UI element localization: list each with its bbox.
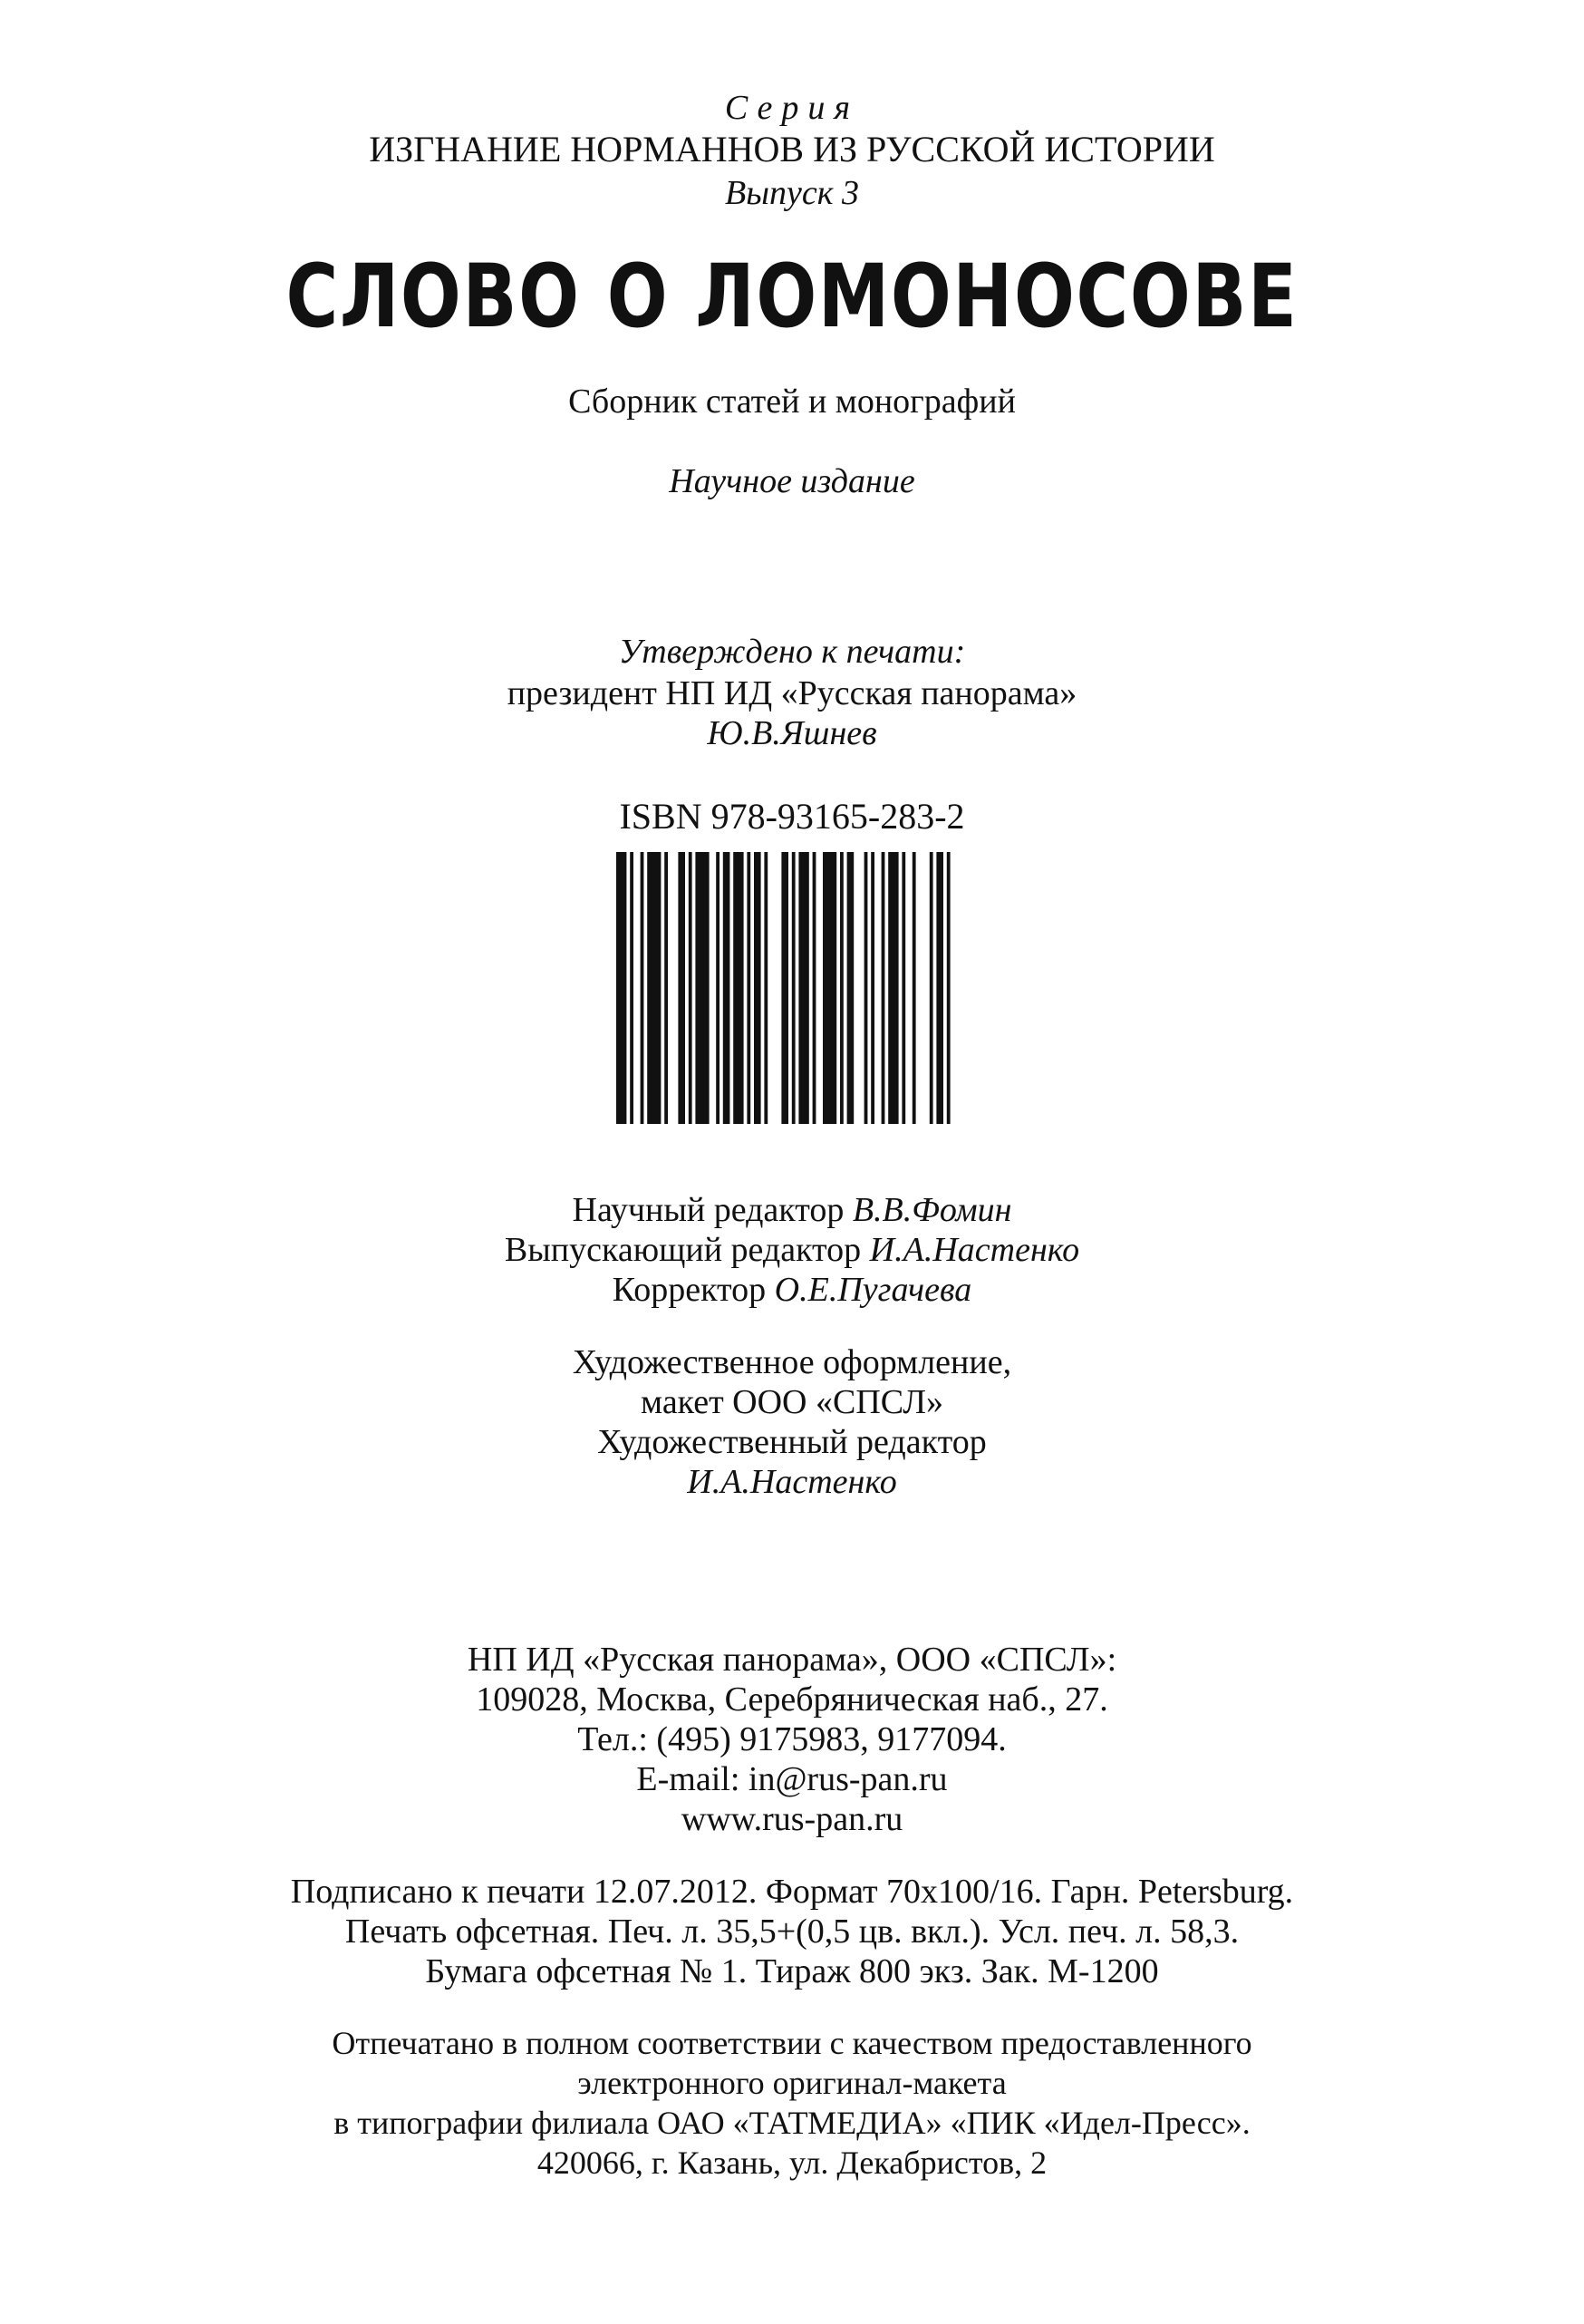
printer-line-2: электронного оригинал-макета [577,2065,1007,2101]
barcode-graphic [616,852,961,1124]
print-info-line-1: Подписано к печати 12.07.2012. Формат 70x100/16. Гарн. Petersburg. [290,1873,1294,1911]
barcode-bar [647,852,661,1124]
approval-name: Ю.В.Яшнев [707,714,877,752]
barcode-bar [723,852,730,1124]
printer-line-1: Отпечатано в полном соответствии с качеством предоставленного [332,2025,1252,2061]
barcode-bar [864,852,868,1124]
barcode-bar [716,852,720,1124]
isbn-text: ISBN 978-93165-283-2 [619,796,965,837]
barcode-bar [936,852,943,1124]
barcode-bar [840,852,844,1124]
barcode-bar [733,852,743,1124]
design-line-1: Художественное оформление, [572,1343,1012,1381]
book-subtitle: Сборник статей и монографий [568,382,1016,421]
barcode-bar [813,852,816,1124]
proofreader [0,1269,1584,1311]
publisher-address: 109028, Москва, Серебряническая наб., 27. [476,1680,1108,1719]
barcode-bar [847,852,855,1124]
printer-line-3: в типографии филиала ОАО «ТАТМЕДИА» «ПИК «Идел-Пресс». [333,2105,1251,2141]
publisher-phone: Тел.: (495) 9175983, 9177094. [577,1720,1007,1758]
scientific-editor-role: Научный редактор [572,1191,845,1229]
barcode-bar [754,852,761,1124]
managing-editor [0,1229,1584,1271]
barcode-bar [823,852,836,1124]
approval-label: Утверждено к печати: [618,633,966,671]
publisher-website: www.rus-pan.ru [681,1800,903,1838]
series-title: ИЗГНАНИЕ НОРМАННОВ ИЗ РУССКОЙ ИСТОРИИ [369,129,1215,169]
barcode-bar [616,852,626,1124]
print-info-line-3: Бумага офсетная № 1. Тираж 800 экз. Зак. М-1200 [425,1952,1159,1990]
print-info-line-2: Печать офсетная. Печ. л. 35,5+(0,5 цв. вкл.). Усл. печ. л. 58,3. [344,1912,1240,1951]
barcode-bar [695,852,709,1124]
publisher-email: E-mail: in@rus-pan.ru [636,1760,948,1798]
proofreader-name: О.Е.Пугачева [774,1271,972,1309]
managing-editor-role: Выпускающий редактор [504,1231,862,1269]
barcode-bar [781,852,788,1124]
barcode-bar [902,852,905,1124]
publisher-line: НП ИД «Русская панорама», ООО «СПСЛ»: [467,1641,1117,1679]
barcode-bar [792,852,796,1124]
barcode-bar [747,852,750,1124]
barcode-bar [798,852,808,1124]
book-title: СЛОВО О ЛОМОНОСОВЕ [285,246,1299,347]
scientific-editor [0,1189,1584,1231]
barcode-bar [871,852,874,1124]
scientific-editor-name: В.В.Фомин [852,1191,1012,1229]
design-name: И.А.Настенко [687,1463,897,1501]
edition-type: Научное издание [669,462,915,500]
barcode-bar [678,852,685,1124]
barcode-bar [630,852,633,1124]
barcode-bar [641,852,644,1124]
barcode-bar [882,852,885,1124]
isbn-barcode [616,852,961,1124]
barcode-bar [913,852,916,1124]
barcode-bar [689,852,692,1124]
design-line-2: макет ООО «СПСЛ» [641,1383,943,1421]
proofreader-role: Корректор [612,1271,767,1309]
series-label: Серия [724,89,860,127]
managing-editor-name: И.А.Настенко [869,1231,1080,1269]
barcode-bar [930,852,933,1124]
barcode-bar [764,852,768,1124]
series-issue: Выпуск 3 [725,174,859,212]
barcode-bar [664,852,668,1124]
barcode-bar [888,852,898,1124]
barcode-bar [947,852,951,1124]
printer-line-4: 420066, г. Казань, ул. Декабристов, 2 [536,2145,1048,2181]
approval-position: президент НП ИД «Русская панорама» [507,674,1077,712]
design-line-3: Художественный редактор [597,1423,987,1461]
